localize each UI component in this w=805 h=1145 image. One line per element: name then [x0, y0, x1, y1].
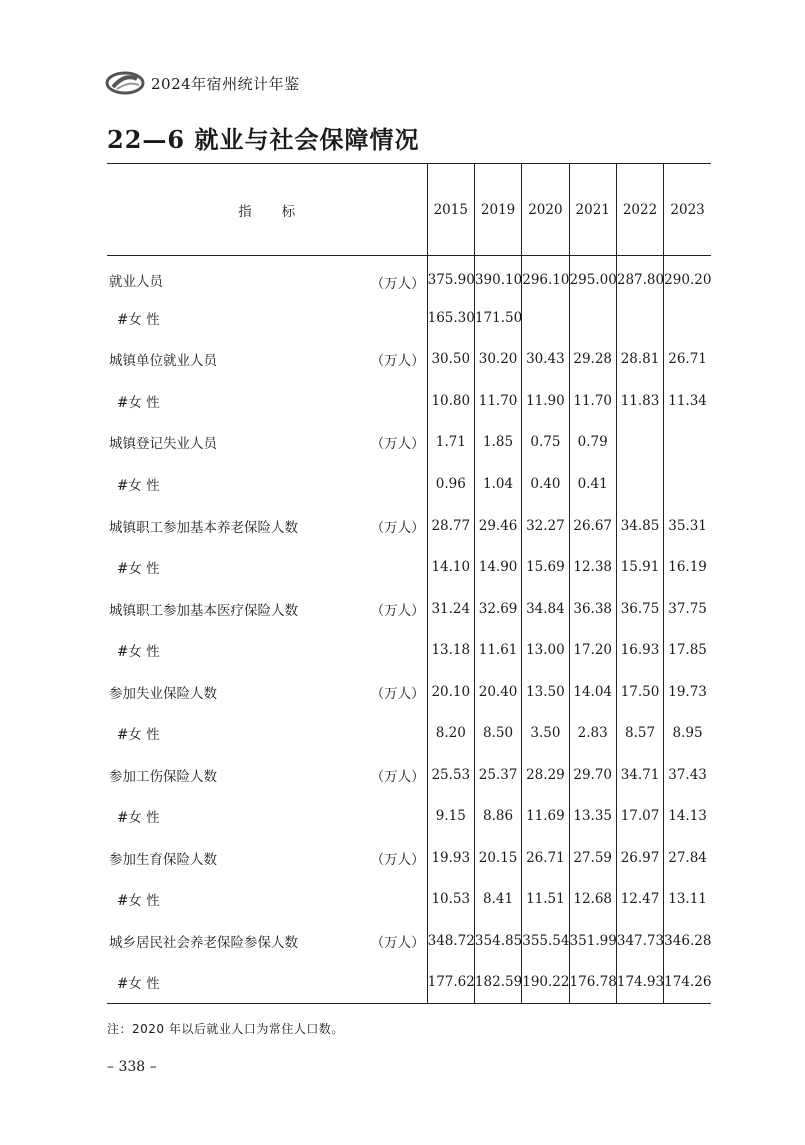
value-cell: 13.35	[569, 796, 616, 838]
female-sub-label: #女 性	[117, 810, 160, 827]
value-cell: 11.83	[616, 380, 663, 422]
value-cell: 0.96	[427, 463, 474, 505]
indicator-label: 城乡居民社会养老保险参保人数	[109, 935, 298, 952]
value-cell: 295.00	[569, 256, 616, 298]
indicator-label: 城镇职工参加基本医疗保险人数	[109, 602, 298, 619]
table-row	[107, 297, 711, 339]
table-row	[107, 754, 711, 796]
indicator-cell	[107, 422, 427, 464]
value-cell: 0.41	[569, 463, 616, 505]
value-cell	[569, 297, 616, 339]
value-cell: 34.84	[522, 588, 569, 630]
value-cell: 30.20	[474, 339, 521, 381]
value-cell: 28.29	[522, 754, 569, 796]
indicator-cell	[107, 713, 427, 755]
value-cell: 32.27	[522, 505, 569, 547]
value-cell: 26.71	[664, 339, 711, 381]
value-cell: 17.85	[664, 629, 711, 671]
value-cell: 355.54	[522, 920, 569, 962]
value-cell	[664, 463, 711, 505]
value-cell: 11.70	[474, 380, 521, 422]
table-row	[107, 713, 711, 755]
value-cell: 171.50	[474, 297, 521, 339]
value-cell: 1.71	[427, 422, 474, 464]
value-cell: 37.75	[664, 588, 711, 630]
value-cell: 13.11	[664, 879, 711, 921]
table-row	[107, 505, 711, 547]
value-cell: 34.71	[616, 754, 663, 796]
value-cell: 346.28	[664, 920, 711, 962]
yearbook-logo-icon	[105, 71, 145, 95]
table-row	[107, 837, 711, 879]
value-cell: 27.84	[664, 837, 711, 879]
value-cell	[664, 297, 711, 339]
unit-label: （万人）	[370, 353, 425, 370]
value-cell: 174.26	[664, 962, 711, 1004]
value-cell: 20.15	[474, 837, 521, 879]
value-cell: 14.90	[474, 546, 521, 588]
table-row	[107, 256, 711, 298]
book-title: 2024年宿州统计年鉴	[151, 74, 300, 93]
value-cell: 30.50	[427, 339, 474, 381]
value-cell: 35.31	[664, 505, 711, 547]
value-cell: 1.04	[474, 463, 521, 505]
value-cell: 10.80	[427, 380, 474, 422]
unit-label: （万人）	[370, 768, 425, 785]
indicator-cell	[107, 505, 427, 547]
unit-label: （万人）	[370, 519, 425, 536]
value-cell: 8.50	[474, 713, 521, 755]
value-cell: 26.97	[616, 837, 663, 879]
value-cell: 347.73	[616, 920, 663, 962]
year-header: 2022	[616, 164, 663, 256]
female-sub-label: #女 性	[117, 893, 160, 910]
table-row	[107, 339, 711, 381]
value-cell: 15.69	[522, 546, 569, 588]
value-cell: 8.95	[664, 713, 711, 755]
indicator-label: 城镇登记失业人员	[109, 436, 217, 453]
footnote: 注：2020 年以后就业人口为常住人口数。	[107, 1022, 344, 1036]
value-cell: 176.78	[569, 962, 616, 1004]
value-cell: 12.38	[569, 546, 616, 588]
value-cell: 290.20	[664, 256, 711, 298]
value-cell: 0.40	[522, 463, 569, 505]
value-cell: 29.46	[474, 505, 521, 547]
value-cell: 20.40	[474, 671, 521, 713]
value-cell: 11.70	[569, 380, 616, 422]
employment-social-security-table	[107, 163, 711, 1004]
year-header: 2021	[569, 164, 616, 256]
value-cell: 10.53	[427, 879, 474, 921]
value-cell: 11.61	[474, 629, 521, 671]
indicator-header: 指标	[107, 164, 427, 256]
table-row	[107, 546, 711, 588]
value-cell: 11.90	[522, 380, 569, 422]
female-sub-label: #女 性	[117, 727, 160, 744]
value-cell: 8.41	[474, 879, 521, 921]
value-cell: 2.83	[569, 713, 616, 755]
value-cell: 16.93	[616, 629, 663, 671]
value-cell: 13.00	[522, 629, 569, 671]
value-cell: 296.10	[522, 256, 569, 298]
value-cell: 36.38	[569, 588, 616, 630]
value-cell: 11.69	[522, 796, 569, 838]
value-cell: 9.15	[427, 796, 474, 838]
page-number: – 338 –	[107, 1059, 157, 1075]
table-row	[107, 422, 711, 464]
value-cell: 36.75	[616, 588, 663, 630]
value-cell: 165.30	[427, 297, 474, 339]
indicator-cell	[107, 546, 427, 588]
indicator-label: 参加生育保险人数	[109, 851, 217, 868]
value-cell: 351.99	[569, 920, 616, 962]
unit-label: （万人）	[370, 436, 425, 453]
value-cell	[522, 297, 569, 339]
table-row	[107, 463, 711, 505]
indicator-cell	[107, 339, 427, 381]
page-header	[105, 68, 300, 98]
indicator-cell	[107, 796, 427, 838]
value-cell: 27.59	[569, 837, 616, 879]
value-cell: 13.18	[427, 629, 474, 671]
value-cell: 177.62	[427, 962, 474, 1004]
value-cell: 17.07	[616, 796, 663, 838]
unit-label: （万人）	[370, 685, 425, 702]
value-cell: 0.79	[569, 422, 616, 464]
value-cell	[616, 463, 663, 505]
value-cell: 182.59	[474, 962, 521, 1004]
value-cell: 31.24	[427, 588, 474, 630]
indicator-cell	[107, 879, 427, 921]
indicator-cell	[107, 837, 427, 879]
value-cell: 28.77	[427, 505, 474, 547]
value-cell: 15.91	[616, 546, 663, 588]
value-cell: 28.81	[616, 339, 663, 381]
indicator-label: 城镇职工参加基本养老保险人数	[109, 519, 298, 536]
value-cell	[616, 297, 663, 339]
table-row	[107, 629, 711, 671]
female-sub-label: #女 性	[117, 976, 160, 993]
indicator-cell	[107, 962, 427, 1004]
year-header: 2023	[664, 164, 711, 256]
indicator-cell	[107, 297, 427, 339]
female-sub-label: #女 性	[117, 561, 160, 578]
value-cell: 8.57	[616, 713, 663, 755]
female-sub-label: #女 性	[117, 311, 160, 328]
value-cell: 1.85	[474, 422, 521, 464]
unit-label: （万人）	[370, 935, 425, 952]
table-row	[107, 588, 711, 630]
table-row	[107, 796, 711, 838]
value-cell: 25.37	[474, 754, 521, 796]
value-cell: 26.71	[522, 837, 569, 879]
value-cell: 20.10	[427, 671, 474, 713]
value-cell: 30.43	[522, 339, 569, 381]
value-cell: 37.43	[664, 754, 711, 796]
value-cell: 34.85	[616, 505, 663, 547]
table-row	[107, 380, 711, 422]
value-cell: 3.50	[522, 713, 569, 755]
unit-label: （万人）	[370, 275, 425, 292]
indicator-cell	[107, 256, 427, 298]
female-sub-label: #女 性	[117, 478, 160, 494]
value-cell: 354.85	[474, 920, 521, 962]
year-header: 2020	[522, 164, 569, 256]
value-cell: 14.13	[664, 796, 711, 838]
year-header: 2019	[474, 164, 521, 256]
value-cell: 8.86	[474, 796, 521, 838]
table-row	[107, 920, 711, 962]
value-cell: 29.28	[569, 339, 616, 381]
indicator-cell	[107, 629, 427, 671]
value-cell: 14.10	[427, 546, 474, 588]
value-cell: 11.51	[522, 879, 569, 921]
value-cell: 26.67	[569, 505, 616, 547]
indicator-label: 就业人员	[109, 273, 163, 290]
indicator-cell	[107, 754, 427, 796]
value-cell: 390.10	[474, 256, 521, 298]
value-cell: 19.73	[664, 671, 711, 713]
year-header: 2015	[427, 164, 474, 256]
value-cell: 12.68	[569, 879, 616, 921]
indicator-cell	[107, 380, 427, 422]
indicator-cell	[107, 588, 427, 630]
value-cell: 17.50	[616, 671, 663, 713]
value-cell: 11.34	[664, 380, 711, 422]
value-cell: 25.53	[427, 754, 474, 796]
page-title: 22—6 就业与社会保障情况	[107, 125, 420, 154]
value-cell: 13.50	[522, 671, 569, 713]
indicator-cell	[107, 463, 427, 505]
indicator-cell	[107, 671, 427, 713]
value-cell: 16.19	[664, 546, 711, 588]
value-cell: 375.90	[427, 256, 474, 298]
value-cell: 12.47	[616, 879, 663, 921]
female-sub-label: #女 性	[117, 394, 160, 411]
value-cell: 190.22	[522, 962, 569, 1004]
unit-label: （万人）	[370, 602, 425, 619]
value-cell: 17.20	[569, 629, 616, 671]
indicator-cell	[107, 920, 427, 962]
value-cell: 174.93	[616, 962, 663, 1004]
table-header-row	[107, 164, 711, 256]
value-cell	[616, 422, 663, 464]
indicator-label: 参加工伤保险人数	[109, 768, 217, 785]
female-sub-label: #女 性	[117, 644, 160, 661]
value-cell: 287.80	[616, 256, 663, 298]
unit-label: （万人）	[370, 851, 425, 868]
value-cell	[664, 422, 711, 464]
indicator-label: 参加失业保险人数	[109, 685, 217, 702]
value-cell: 14.04	[569, 671, 616, 713]
value-cell: 8.20	[427, 713, 474, 755]
value-cell: 348.72	[427, 920, 474, 962]
table-row	[107, 671, 711, 713]
table-body	[107, 256, 711, 1004]
value-cell: 32.69	[474, 588, 521, 630]
table-row	[107, 962, 711, 1004]
value-cell: 0.75	[522, 422, 569, 464]
value-cell: 19.93	[427, 837, 474, 879]
indicator-label: 城镇单位就业人员	[109, 353, 217, 370]
table-row	[107, 879, 711, 921]
value-cell: 29.70	[569, 754, 616, 796]
